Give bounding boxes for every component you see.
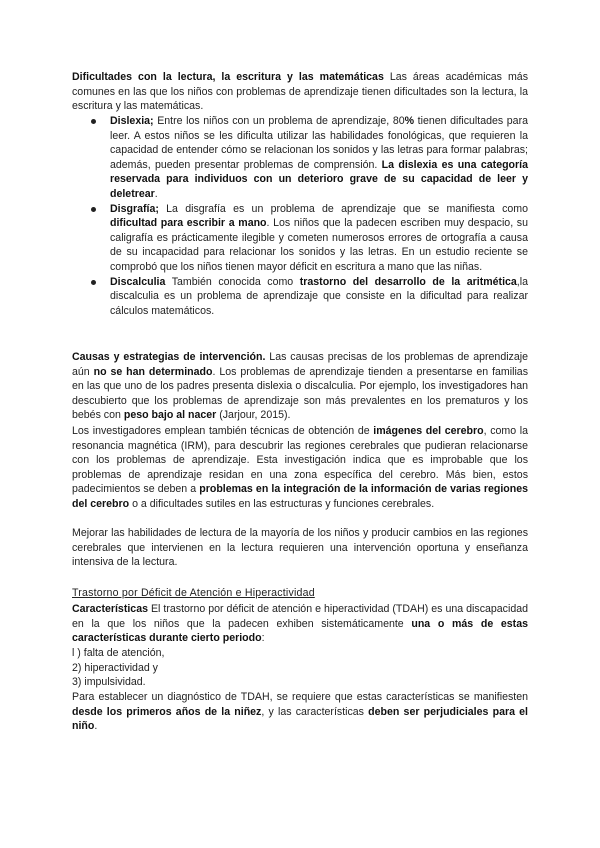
bullet-icon: [91, 119, 96, 124]
bullet-icon: [91, 280, 96, 285]
difficulties-list: [72, 114, 528, 318]
adhd-diagnosis-paragraph: Para establecer un diagnóstico de TDAH, se requiere que estas características se manifiesten desde los primeros años de la niñez, y las características deben ser perjudiciales para el niño.: [72, 691, 528, 733]
list-item: 3) impulsividad.: [72, 676, 146, 689]
list-item: l ) falta de atención,: [72, 647, 165, 659]
causes-paragraph: Causas y estrategias de intervención. Las causas precisas de los problemas de aprendizaje aún no se han determinado. Los problemas de aprendizaje tienden a presentarse en familias en las que uno de los padres presenta dislexia o discalculia. Por ejemplo, los investigadores han descubierto que los problemas de aprendizaje son más prevalentes en los prematuros y los bebés con peso bajo al nacer (Jarjour, 2015).: [72, 351, 528, 422]
list-item-dysgraphia: Disgrafía; La disgrafía es un problema de aprendizaje que se manifiesta como dificultad para escribir a mano. Los niños que la padecen escriben muy despacio, su caligrafía es prácticamente ilegible y cometen numerosos errores de ortografía a causa de su incapacidad para relacionar los sonidos y las letras. En un estudio reciente se comprobó que los niños tienen mayor déficit en escritura a mano que las niñas.: [72, 202, 528, 275]
list-item: 2) hiperactividad y: [72, 661, 158, 674]
list-item-dyscalculia: Discalculia También conocida como trastorno del desarrollo de la aritmética,la discalculia es un problema de aprendizaje que consiste en la dificultad para realizar cálculos matemáticos.: [72, 275, 528, 319]
adhd-characteristics-paragraph: Características El trastorno por déficit de atención e hiperactividad (TDAH) es una discapacidad en la que los niños que la padecen exhiben sistemáticamente una o más de estas características durante cierto periodo:: [72, 603, 528, 645]
learning-difficulties-title: Dificultades con la lectura, la escritura y las matemáticas: [72, 71, 384, 83]
learning-difficulties-intro: Dificultades con la lectura, la escritura y las matemáticas Las áreas académicas más comunes en las que los niños con problemas de aprendizaje tienen dificultades son la lectura, la escritura y las matemáticas.: [72, 71, 528, 113]
intervention-paragraph: Mejorar las habilidades de lectura de la mayoría de los niños y producir cambios en las regiones cerebrales que intervienen en la lectura requieren una intervención oportuna y enseñanza intensiva de la lectura.: [72, 527, 528, 569]
causes-title: Causas y estrategias de intervención.: [72, 351, 266, 363]
list-item-dyslexia: Dislexia; Entre los niños con un problema de aprendizaje, 80% tienen dificultades para leer. A estos niños se les dificulta utilizar las habilidades fonológicas, que requieren la capacidad de entender cómo se relacionan los sonidos y las letras para formar palabras; además, pueden presentar problemas de comprensión. La dislexia es una categoría reservada para individuos con un deterioro grave de su capacidad de leer y deletrear.: [72, 114, 528, 202]
adhd-characteristics-list: [72, 646, 528, 690]
adhd-heading: Trastorno por Déficit de Atención e Hiperactividad: [72, 587, 315, 599]
brain-imaging-paragraph: Los investigadores emplean también técnicas de obtención de imágenes del cerebro, como la resonancia magnética (IRM), para descubrir las regiones cerebrales que pudieran relacionarse con los problemas de aprendizaje. Esta investigación indica que es improbable que los problemas de aprendizaje residan en una zona específica del cerebro. Más bien, estos padecimientos se deben a problemas en la integración de la información de varias regiones del cerebro o a dificultades sutiles en las estructuras y funciones cerebrales.: [72, 425, 528, 510]
bullet-icon: [91, 207, 96, 212]
